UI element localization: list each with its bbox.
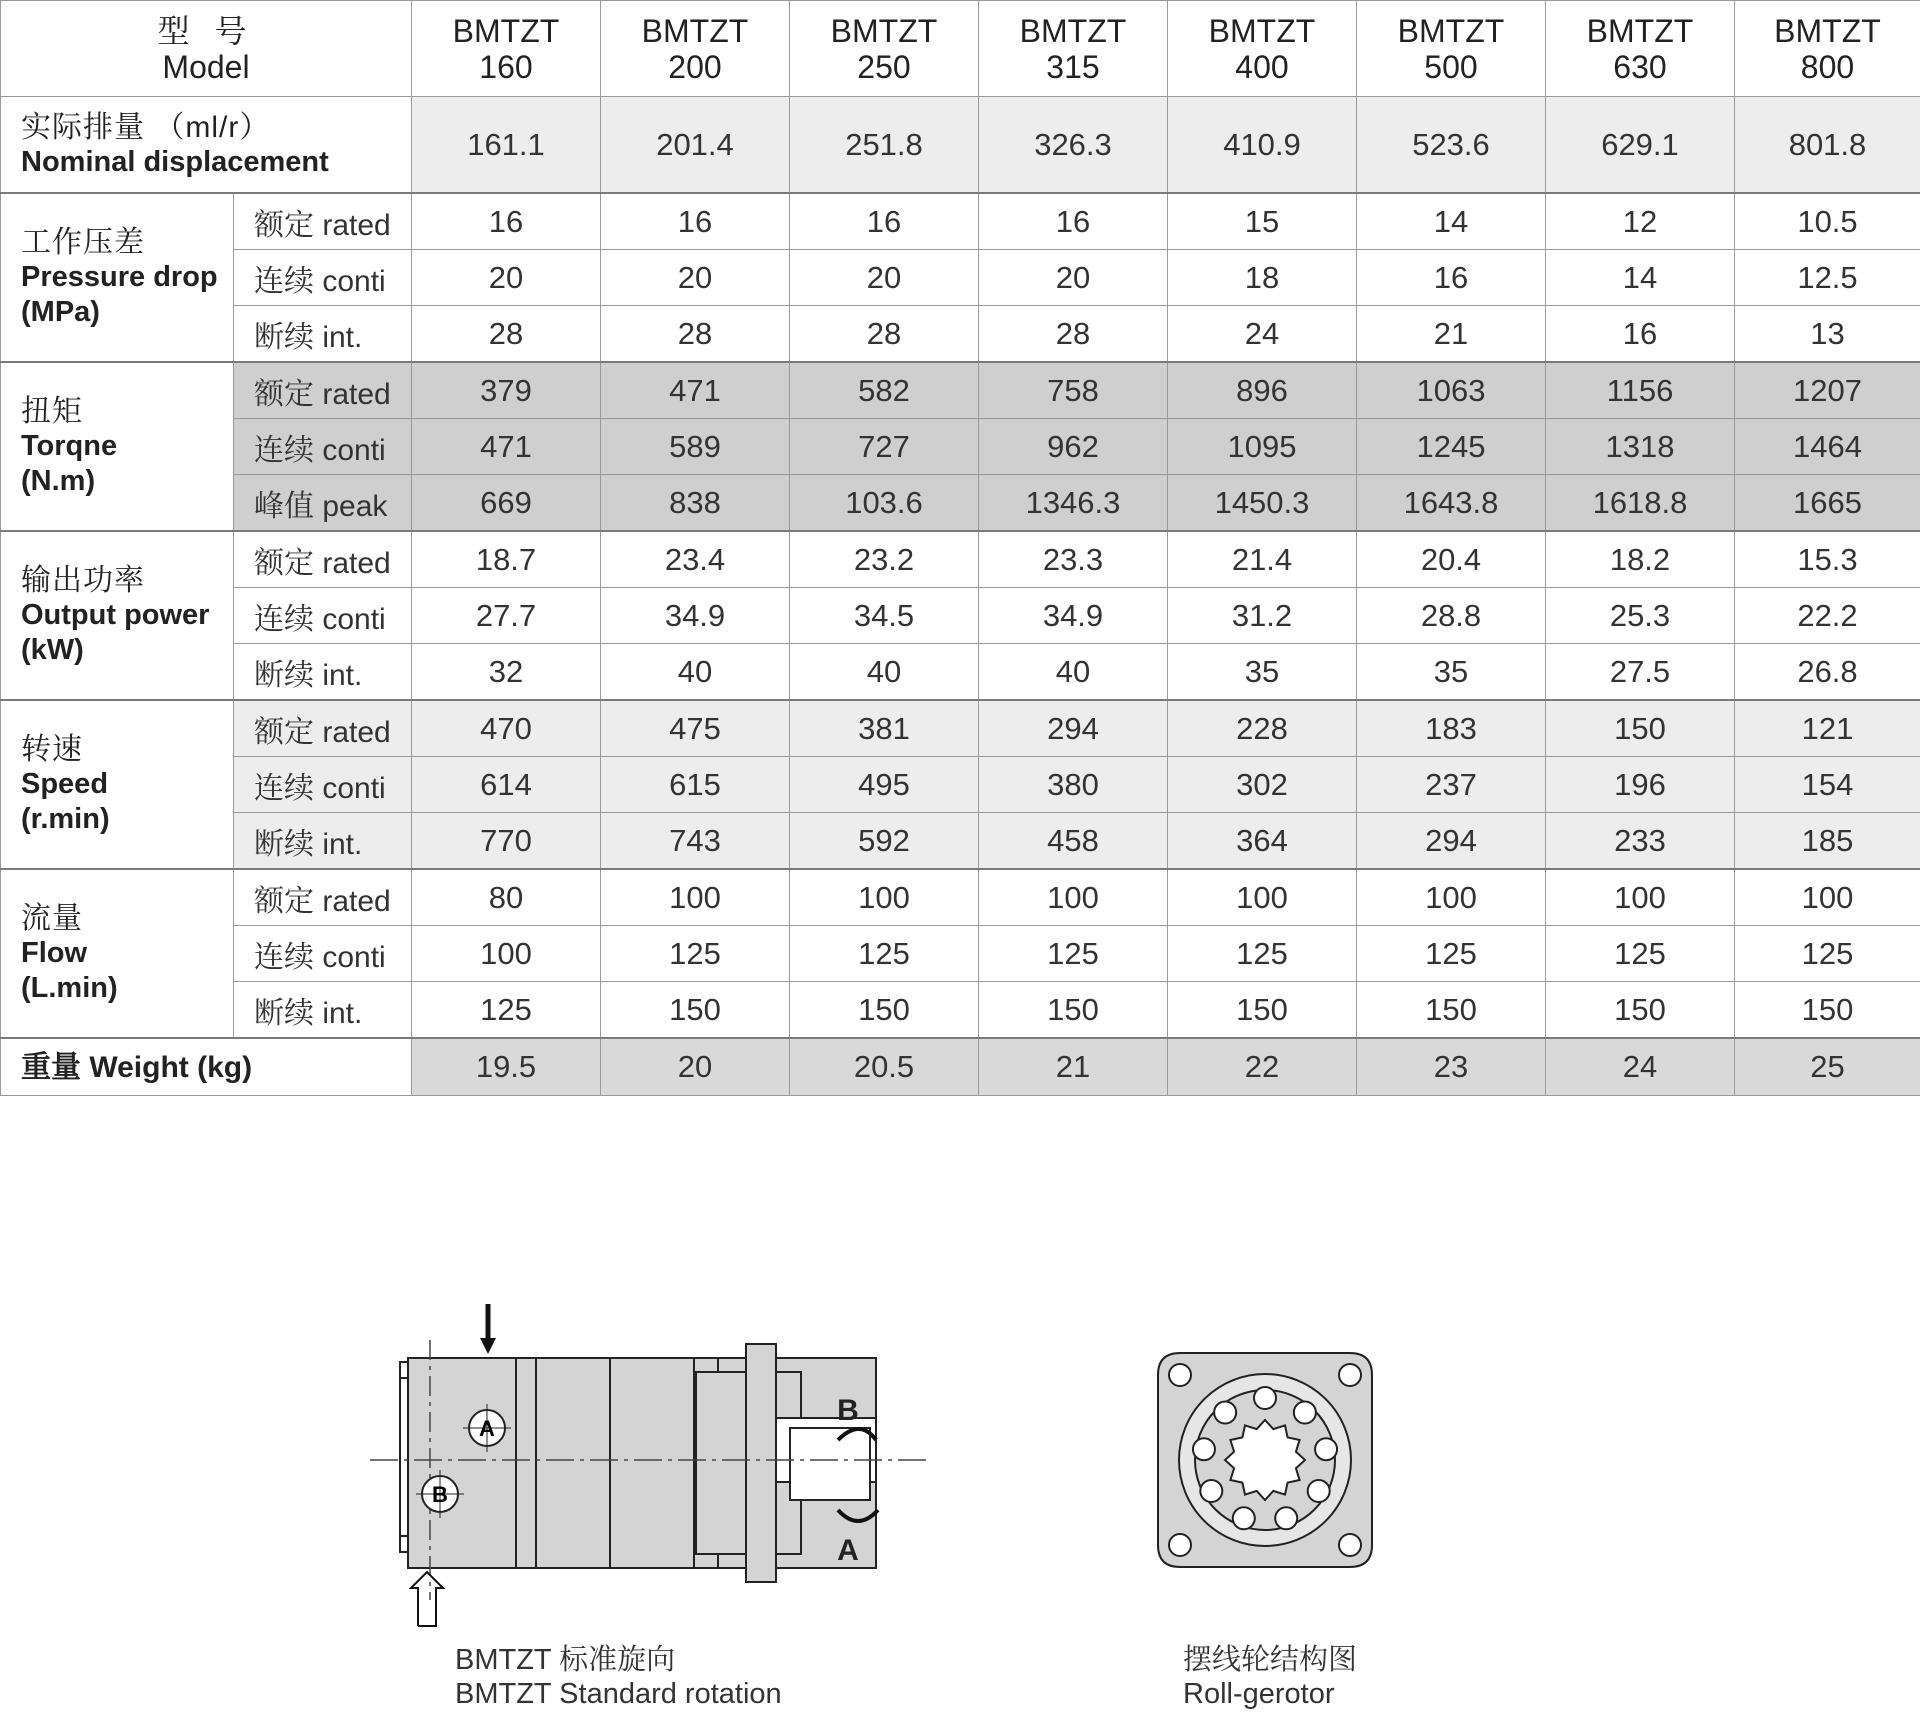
table-cell: 34.9: [979, 588, 1168, 644]
table-cell: 40: [790, 644, 979, 701]
table-cell: 20: [790, 250, 979, 306]
table-cell: 1643.8: [1357, 475, 1546, 532]
table-cell: 16: [1546, 306, 1735, 363]
displacement-label-cn: 实际排量 （ml/r）: [21, 110, 271, 144]
table-cell: 16: [790, 193, 979, 250]
table-cell: 125: [790, 926, 979, 982]
table-cell: 100: [790, 869, 979, 926]
table-cell: 1464: [1735, 419, 1920, 475]
group-label: [1, 531, 234, 700]
table-cell: 458: [979, 813, 1168, 870]
table-cell: 150: [1546, 700, 1735, 757]
table-cell: 125: [601, 926, 790, 982]
table-cell: 150: [1735, 982, 1920, 1039]
table-cell: 18: [1168, 250, 1357, 306]
table-cell: 1207: [1735, 362, 1920, 419]
displacement-label-en: Nominal displacement: [21, 145, 329, 178]
svg-text:A: A: [479, 1416, 495, 1441]
table-cell: 15.3: [1735, 531, 1920, 588]
group-row: [1, 362, 1920, 419]
group-label-en: Pressure drop: [21, 261, 218, 293]
table-cell: 20: [979, 250, 1168, 306]
group-label: [1, 700, 234, 869]
sub-row-label: 额定 rated: [234, 362, 412, 419]
table-cell: 150: [1357, 982, 1546, 1039]
table-cell: 40: [601, 644, 790, 701]
table-cell: 150: [790, 982, 979, 1039]
table-cell: 589: [601, 419, 790, 475]
model-name: BMTZT: [830, 12, 938, 49]
group-label: [1, 362, 234, 531]
table-cell: 100: [601, 869, 790, 926]
table-cell: 233: [1546, 813, 1735, 870]
table-cell: 743: [601, 813, 790, 870]
table-cell: 16: [979, 193, 1168, 250]
model-size: 400: [1235, 48, 1289, 85]
table-cell: 100: [1546, 869, 1735, 926]
sub-row-label: 断续 int.: [234, 982, 412, 1039]
table-cell: 185: [1735, 813, 1920, 870]
table-cell: 150: [1168, 982, 1357, 1039]
table-cell: 22.2: [1735, 588, 1920, 644]
table-cell: 294: [1357, 813, 1546, 870]
table-cell: 13: [1735, 306, 1920, 363]
model-name: BMTZT: [452, 12, 560, 49]
displacement-value: 161.1: [412, 97, 601, 194]
displacement-row: [1, 97, 1920, 194]
table-cell: 103.6: [790, 475, 979, 532]
table-cell: 381: [790, 700, 979, 757]
group-label-en: Flow: [21, 937, 88, 969]
table-cell: 100: [1357, 869, 1546, 926]
gerotor-roller: [1294, 1402, 1316, 1424]
group-row: [1, 700, 1920, 757]
table-cell: 838: [601, 475, 790, 532]
table-cell: 669: [412, 475, 601, 532]
group-row: [1, 926, 1920, 982]
gerotor-roller: [1214, 1402, 1236, 1424]
weight-value: 22: [1168, 1038, 1357, 1096]
group-label-cn: 扭矩: [21, 395, 83, 428]
group-unit: (r.min): [21, 803, 110, 835]
displacement-value: 410.9: [1168, 97, 1357, 194]
model-size: 315: [1046, 48, 1100, 85]
group-row: [1, 757, 1920, 813]
group-row: [1, 869, 1920, 926]
table-cell: 28.8: [1357, 588, 1546, 644]
flange-shape: [746, 1344, 776, 1582]
gerotor-roller: [1315, 1438, 1337, 1460]
group-label-cn: 工作压差: [21, 226, 145, 259]
table-cell: 28: [979, 306, 1168, 363]
model-header-en: Model: [162, 48, 250, 85]
model-size: 630: [1613, 48, 1667, 85]
model-size: 200: [668, 48, 722, 85]
table-cell: 31.2: [1168, 588, 1357, 644]
table-cell: 196: [1546, 757, 1735, 813]
weight-value: 23: [1357, 1038, 1546, 1096]
table-cell: 14: [1546, 250, 1735, 306]
table-cell: 15: [1168, 193, 1357, 250]
rotation-caption-en: BMTZT Standard rotation: [455, 1678, 782, 1710]
table-cell: 582: [790, 362, 979, 419]
table-cell: 18.2: [1546, 531, 1735, 588]
dir-a-label: A: [837, 1534, 859, 1567]
rotation-diagram: [360, 1300, 940, 1640]
sub-row-label: 连续 conti: [234, 757, 412, 813]
model-column-header: [979, 1, 1168, 97]
group-label-cn: 流量: [21, 902, 83, 935]
table-cell: 12: [1546, 193, 1735, 250]
table-cell: 16: [601, 193, 790, 250]
table-cell: 27.7: [412, 588, 601, 644]
table-cell: 380: [979, 757, 1168, 813]
group-unit: (L.min): [21, 972, 118, 1004]
table-cell: 1063: [1357, 362, 1546, 419]
table-cell: 125: [412, 982, 601, 1039]
weight-value: 25: [1735, 1038, 1920, 1096]
rotation-caption: [455, 1643, 782, 1711]
table-cell: 12.5: [1735, 250, 1920, 306]
group-label-cn: 输出功率: [21, 564, 145, 597]
gerotor-roller: [1254, 1387, 1276, 1409]
group-unit: (kW): [21, 634, 84, 666]
displacement-value: 801.8: [1735, 97, 1920, 194]
model-column-header: [1735, 1, 1920, 97]
table-cell: 183: [1357, 700, 1546, 757]
sub-row-label: 连续 conti: [234, 419, 412, 475]
displacement-label: [1, 97, 412, 194]
sub-row-label: 额定 rated: [234, 700, 412, 757]
displacement-value: 251.8: [790, 97, 979, 194]
table-cell: 23.3: [979, 531, 1168, 588]
sub-row-label: 额定 rated: [234, 869, 412, 926]
model-column-header: [1168, 1, 1357, 97]
group-label-en: Torqne: [21, 430, 118, 462]
sub-row-label: 峰值 peak: [234, 475, 412, 532]
table-cell: 24: [1168, 306, 1357, 363]
table-cell: 100: [1735, 869, 1920, 926]
table-cell: 302: [1168, 757, 1357, 813]
svg-text:B: B: [432, 1482, 448, 1507]
sub-row-label: 断续 int.: [234, 306, 412, 363]
table-cell: 471: [601, 362, 790, 419]
table-cell: 28: [412, 306, 601, 363]
table-cell: 154: [1735, 757, 1920, 813]
table-cell: 1245: [1357, 419, 1546, 475]
table-cell: 1618.8: [1546, 475, 1735, 532]
gerotor-roller: [1308, 1480, 1330, 1502]
table-cell: 10.5: [1735, 193, 1920, 250]
table-cell: 364: [1168, 813, 1357, 870]
table-cell: 125: [1735, 926, 1920, 982]
table-cell: 35: [1357, 644, 1546, 701]
model-size: 800: [1800, 48, 1855, 85]
group-label: [1, 193, 234, 362]
weight-row: [1, 1038, 1920, 1096]
dir-b-label: B: [837, 1394, 859, 1427]
group-row: [1, 475, 1920, 532]
table-cell: 34.9: [601, 588, 790, 644]
table-cell: 150: [979, 982, 1168, 1039]
model-header: [1, 1, 412, 97]
model-column-header: [790, 1, 979, 97]
table-cell: 28: [790, 306, 979, 363]
model-name: BMTZT: [1019, 12, 1127, 49]
table-cell: 228: [1168, 700, 1357, 757]
sub-row-label: 连续 conti: [234, 250, 412, 306]
displacement-value: 629.1: [1546, 97, 1735, 194]
sub-row-label: 额定 rated: [234, 193, 412, 250]
gerotor-diagram: [1150, 1345, 1380, 1575]
model-column-header: [412, 1, 601, 97]
table-cell: 896: [1168, 362, 1357, 419]
table-cell: 294: [979, 700, 1168, 757]
sub-row-label: 断续 int.: [234, 813, 412, 870]
group-row: [1, 193, 1920, 250]
gerotor-roller: [1193, 1438, 1215, 1460]
table-cell: 1156: [1546, 362, 1735, 419]
gerotor-roller: [1275, 1507, 1297, 1529]
model-name: BMTZT: [1208, 12, 1316, 49]
table-cell: 14: [1357, 193, 1546, 250]
model-column-header: [601, 1, 790, 97]
weight-label: 重量 Weight (kg): [1, 1038, 412, 1096]
model-name: BMTZT: [1397, 12, 1505, 49]
table-cell: 27.5: [1546, 644, 1735, 701]
table-cell: 758: [979, 362, 1168, 419]
group-row: [1, 531, 1920, 588]
table-cell: 80: [412, 869, 601, 926]
table-cell: 237: [1357, 757, 1546, 813]
group-label-en: Speed: [21, 768, 109, 800]
group-row: [1, 306, 1920, 363]
model-column-header: [1357, 1, 1546, 97]
group-row: [1, 419, 1920, 475]
weight-value: 20.5: [790, 1038, 979, 1096]
outlet-arrow-icon: [411, 1572, 443, 1626]
table-cell: 16: [412, 193, 601, 250]
table-cell: 150: [601, 982, 790, 1039]
table-cell: 25.3: [1546, 588, 1735, 644]
table-cell: 592: [790, 813, 979, 870]
table-cell: 23.2: [790, 531, 979, 588]
table-cell: 125: [1357, 926, 1546, 982]
group-row: [1, 250, 1920, 306]
sub-row-label: 连续 conti: [234, 588, 412, 644]
gerotor-caption-en: Roll-gerotor: [1183, 1678, 1335, 1710]
table-cell: 16: [1357, 250, 1546, 306]
table-cell: 34.5: [790, 588, 979, 644]
group-row: [1, 644, 1920, 701]
table-cell: 20: [412, 250, 601, 306]
inlet-arrow-icon: [480, 1304, 496, 1354]
table-cell: 18.7: [412, 531, 601, 588]
table-cell: 471: [412, 419, 601, 475]
model-size: 250: [857, 48, 911, 85]
group-unit: (MPa): [21, 296, 100, 328]
group-label-cn: 转速: [21, 733, 83, 766]
table-cell: 125: [1546, 926, 1735, 982]
sub-row-label: 额定 rated: [234, 531, 412, 588]
table-cell: 121: [1735, 700, 1920, 757]
group-unit: (N.m): [21, 465, 96, 497]
gerotor-caption: [1183, 1643, 1357, 1711]
table-cell: 100: [412, 926, 601, 982]
model-size: 160: [479, 48, 533, 85]
table-cell: 23.4: [601, 531, 790, 588]
table-cell: 1318: [1546, 419, 1735, 475]
group-label-en: Output power: [21, 599, 210, 631]
weight-value: 20: [601, 1038, 790, 1096]
weight-value: 24: [1546, 1038, 1735, 1096]
table-cell: 150: [1546, 982, 1735, 1039]
table-cell: 21: [1357, 306, 1546, 363]
table-cell: 1346.3: [979, 475, 1168, 532]
table-cell: 40: [979, 644, 1168, 701]
table-cell: 615: [601, 757, 790, 813]
weight-value: 19.5: [412, 1038, 601, 1096]
table-cell: 28: [601, 306, 790, 363]
model-size: 500: [1424, 48, 1478, 85]
table-cell: 614: [412, 757, 601, 813]
model-column-header: [1546, 1, 1735, 97]
model-header-cn: 型 号: [157, 12, 255, 49]
group-row: [1, 588, 1920, 644]
shaft-shape: [790, 1428, 870, 1500]
sub-row-label: 断续 int.: [234, 644, 412, 701]
table-cell: 26.8: [1735, 644, 1920, 701]
header-row: [1, 1, 1920, 97]
gerotor-roller: [1200, 1480, 1222, 1502]
group-label: [1, 869, 234, 1038]
table-cell: 727: [790, 419, 979, 475]
group-row: [1, 982, 1920, 1039]
table-cell: 475: [601, 700, 790, 757]
model-name: BMTZT: [1774, 12, 1881, 49]
displacement-value: 201.4: [601, 97, 790, 194]
table-cell: 125: [1168, 926, 1357, 982]
weight-value: 21: [979, 1038, 1168, 1096]
rotation-caption-cn: BMTZT 标准旋向: [455, 1644, 676, 1676]
gerotor-roller: [1233, 1507, 1255, 1529]
table-cell: 770: [412, 813, 601, 870]
table-cell: 379: [412, 362, 601, 419]
table-cell: 470: [412, 700, 601, 757]
model-name: BMTZT: [641, 12, 749, 49]
displacement-value: 326.3: [979, 97, 1168, 194]
table-cell: 21.4: [1168, 531, 1357, 588]
table-cell: 495: [790, 757, 979, 813]
table-cell: 20.4: [1357, 531, 1546, 588]
table-cell: 1450.3: [1168, 475, 1357, 532]
table-cell: 1665: [1735, 475, 1920, 532]
table-cell: 1095: [1168, 419, 1357, 475]
table-cell: 962: [979, 419, 1168, 475]
table-cell: 125: [979, 926, 1168, 982]
table-cell: 32: [412, 644, 601, 701]
table-cell: 100: [1168, 869, 1357, 926]
model-name: BMTZT: [1586, 12, 1694, 49]
displacement-value: 523.6: [1357, 97, 1546, 194]
sub-row-label: 连续 conti: [234, 926, 412, 982]
table-cell: 35: [1168, 644, 1357, 701]
table-cell: 100: [979, 869, 1168, 926]
table-cell: 20: [601, 250, 790, 306]
gerotor-caption-cn: 摆线轮结构图: [1183, 1644, 1358, 1676]
group-row: [1, 813, 1920, 870]
